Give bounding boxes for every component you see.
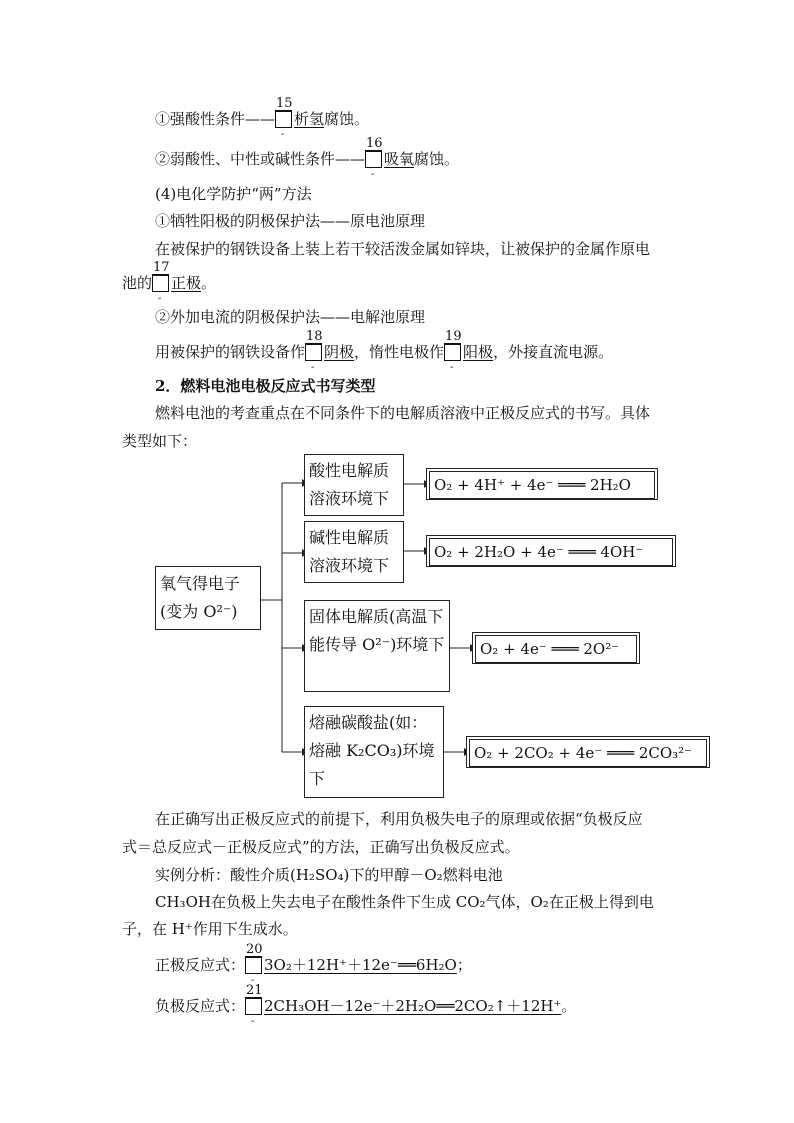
text-line-negative-reaction: 负极反应式： 21 - 2CH₃OH－12e⁻＋2H₂O══2CO₂↑＋12H⁺。 <box>155 983 577 1027</box>
condition-node-acidic: 酸性电解质溶液环境下 <box>304 454 404 516</box>
condition-node-basic: 碱性电解质溶液环境下 <box>304 521 404 583</box>
equation-node-acidic: O₂ + 4H⁺ + 4e⁻ ═══ 2H₂O <box>426 468 658 500</box>
text-line-intro-1: 燃料电池的考查重点在不同条件下的电解质溶液中正极反应式的书写。具体 <box>155 404 651 422</box>
text-line-impressed-current: ②外加电流的阴极保护法——电解池原理 <box>155 308 426 326</box>
heading-protection-methods: (4)电化学防护“两”方法 <box>155 185 312 203</box>
text-line-zinc-block: 在被保护的钢铁设备上装上若干较活泼金属如锌块，让被保护的金属作原电 <box>155 240 651 258</box>
text-line-para3b: 子，在 H⁺作用下生成水。 <box>122 920 298 938</box>
answer-blank-21: 21 - <box>246 983 263 1027</box>
text-line-para1a: 在正确写出正极反应式的前提下，利用负极失电子的原理或依据“负极反应 <box>155 810 643 828</box>
condition-node-molten-carbonate: 熔融碳酸盐(如：熔融 K₂CO₃)环境下 <box>304 706 444 798</box>
text-line-positive-electrode: 池的 17 - 正极。 <box>122 260 217 304</box>
answer-blank-16: 16 - <box>366 136 383 180</box>
text-line-sacrificial-anode: ①牺牲阳极的阴极保护法——原电池原理 <box>155 212 426 230</box>
text-line-para1b: 式＝总反应式－正极反应式”的方法，正确写出负极反应式。 <box>122 838 520 856</box>
text-line-acid-corrosion: ①强酸性条件—— 15 - 析氢腐蚀。 <box>155 96 370 140</box>
diagram-root-node: 氧气得电子 (变为 O²⁻) <box>155 566 261 630</box>
answer-blank-18: 18 - <box>306 329 323 373</box>
answer-blank-20: 20 - <box>246 942 263 986</box>
text-line-para3a: CH₃OH在负极上失去电子在酸性条件下生成 CO₂气体，O₂在正极上得到电 <box>155 893 654 911</box>
answer-blank-15: 15 - <box>276 96 293 140</box>
answer-blank-19: 19 - <box>445 329 462 373</box>
text-line-intro-2: 类型如下： <box>122 432 198 450</box>
equation-node-solid-electrolyte: O₂ + 4e⁻ ═══ 2O²⁻ <box>472 632 640 664</box>
equation-node-basic: O₂ + 2H₂O + 4e⁻ ═══ 4OH⁻ <box>426 535 676 567</box>
answer-blank-17: 17 - <box>153 260 170 304</box>
text-line-example: 实例分析：酸性介质(H₂SO₄)下的甲醇－O₂燃料电池 <box>155 866 503 884</box>
condition-node-solid-electrolyte: 固体电解质(高温下能传导 O²⁻)环境下 <box>304 600 450 692</box>
text-line-positive-reaction: 正极反应式： 20 - 3O₂＋12H⁺＋12e⁻══6H₂O； <box>155 942 472 986</box>
text-line-oxygen-corrosion: ②弱酸性、中性或碱性条件—— 16 - 吸氧腐蚀。 <box>155 136 460 180</box>
text-line-cathode-anode: 用被保护的钢铁设备作 18 - 阴极，惰性电极作 19 - 阳极，外接直流电源。 <box>155 329 614 373</box>
section-heading-fuel-cell: 2．燃料电池电极反应式书写类型 <box>155 377 376 395</box>
equation-node-molten-carbonate: O₂ + 2CO₂ + 4e⁻ ═══ 2CO₃²⁻ <box>466 736 710 768</box>
